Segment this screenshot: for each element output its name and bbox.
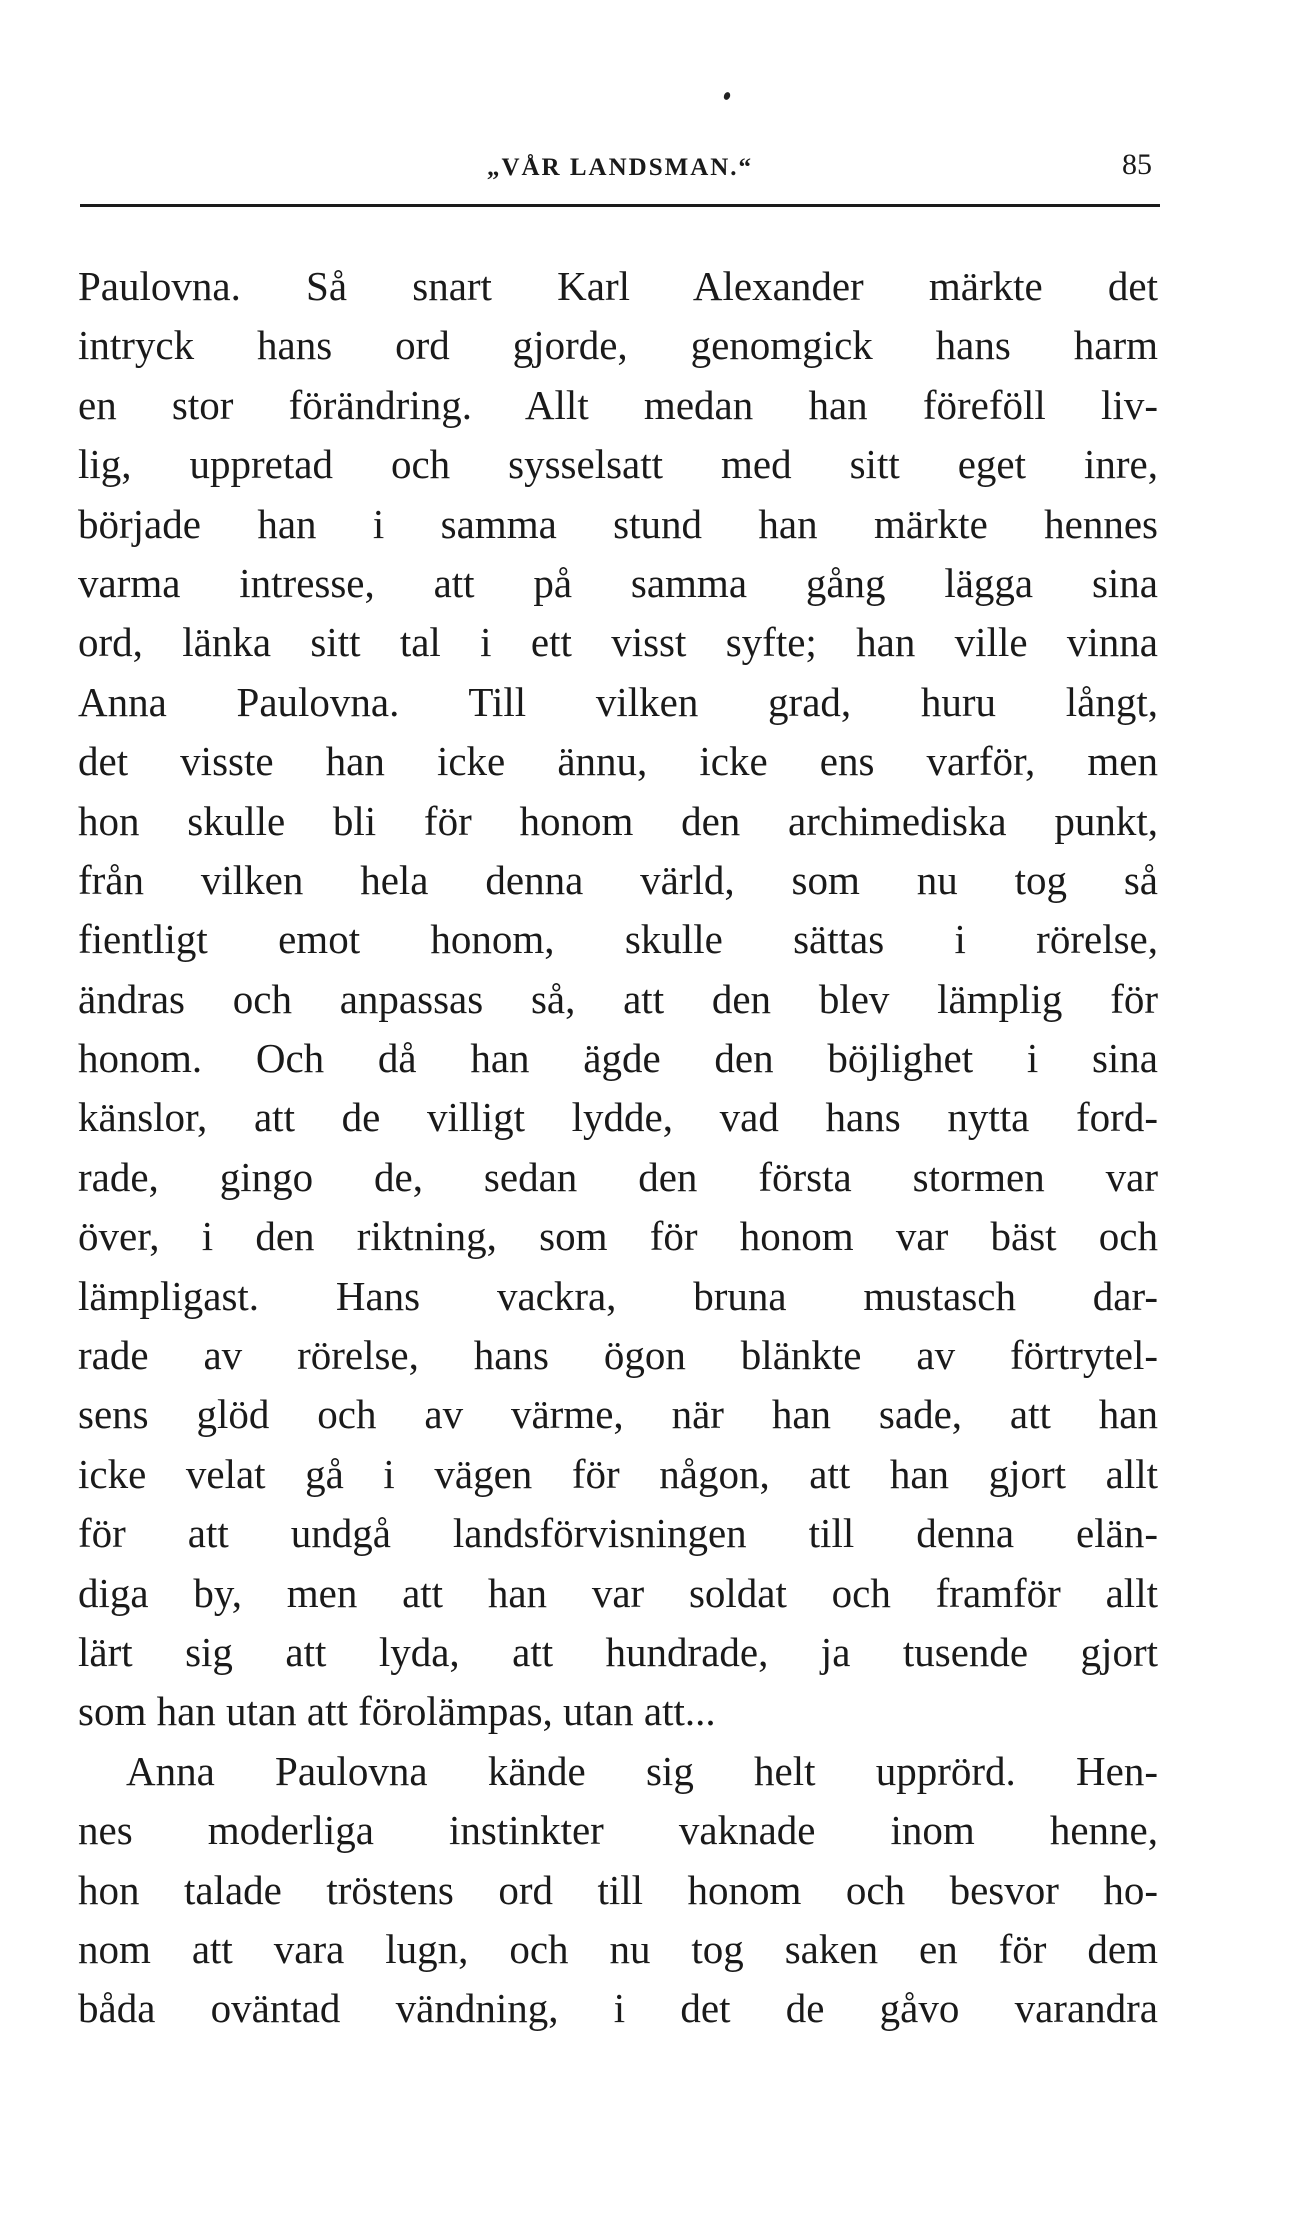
text-line: ord, länka sitt tal i ett visst syfte; han ville vinna (78, 619, 1158, 666)
text-line: intryck hans ord gjorde, genomgick hans harm (78, 322, 1158, 369)
text-line: lärt sig att lyda, att hundrade, ja tusende gjort (78, 1628, 1158, 1675)
text-line: över, i den riktning, som för honom var bäst och (78, 1213, 1158, 1260)
running-head (80, 140, 1160, 200)
running-title: „VÅR LANDSMAN.“ (486, 154, 754, 181)
text-line: en stor förändring. Allt medan han föreföll liv- (78, 381, 1158, 428)
text-line: ändras och anpassas så, att den blev lämplig för (78, 975, 1158, 1022)
ink-speck (723, 91, 732, 101)
text-line: sens glöd och av värme, när han sade, att han (78, 1391, 1158, 1438)
text-line: rade av rörelse, hans ögon blänkte av förtrytel- (78, 1332, 1158, 1379)
text-line: från vilken hela denna värld, som nu tog så (78, 856, 1158, 903)
header-rule (80, 204, 1160, 207)
text-line: rade, gingo de, sedan den första stormen var (78, 1153, 1158, 1200)
text-line: Paulovna. Så snart Karl Alexander märkte det (78, 263, 1158, 309)
text-line: nom att vara lugn, och nu tog saken en för dem (78, 1925, 1158, 1972)
text-line: det visste han icke ännu, icke ens varför, men (78, 738, 1158, 785)
body-text (78, 257, 1158, 2039)
text-line: fientligt emot honom, skulle sättas i rörelse, (78, 916, 1158, 963)
text-line: började han i samma stund han märkte hennes (78, 500, 1158, 547)
text-line: Anna Paulovna. Till vilken grad, huru långt, (78, 678, 1158, 725)
text-line: icke velat gå i vägen för någon, att han gjort allt (78, 1450, 1158, 1497)
text-line: varma intresse, att på samma gång lägga sina (78, 559, 1158, 606)
text-line: för att undgå landsförvisningen till denna elän- (78, 1510, 1158, 1557)
paragraph-first-line: Anna Paulovna kände sig helt upprörd. Hen- (126, 1747, 1158, 1794)
text-line: nes moderliga instinkter vaknade inom henne, (78, 1807, 1158, 1854)
text-line: känslor, att de villigt lydde, vad hans nytta ford- (78, 1094, 1158, 1141)
text-line: lämpligast. Hans vackra, bruna mustasch dar- (78, 1272, 1158, 1319)
text-line: lig, uppretad och sysselsatt med sitt eget inre, (78, 441, 1158, 488)
text-line: hon skulle bli för honom den archimediska punkt, (78, 797, 1158, 844)
page-number: 85 (1122, 148, 1152, 181)
text-line: hon talade tröstens ord till honom och besvor ho- (78, 1866, 1158, 1913)
text-line: båda oväntad vändning, i det de gåvo varandra (78, 1985, 1158, 2032)
text-line: honom. Och då han ägde den böjlighet i sina (78, 1035, 1158, 1082)
text-line: diga by, men att han var soldat och framför allt (78, 1569, 1158, 1616)
paragraph-end-line: som han utan att förolämpas, utan att... (78, 1688, 716, 1735)
